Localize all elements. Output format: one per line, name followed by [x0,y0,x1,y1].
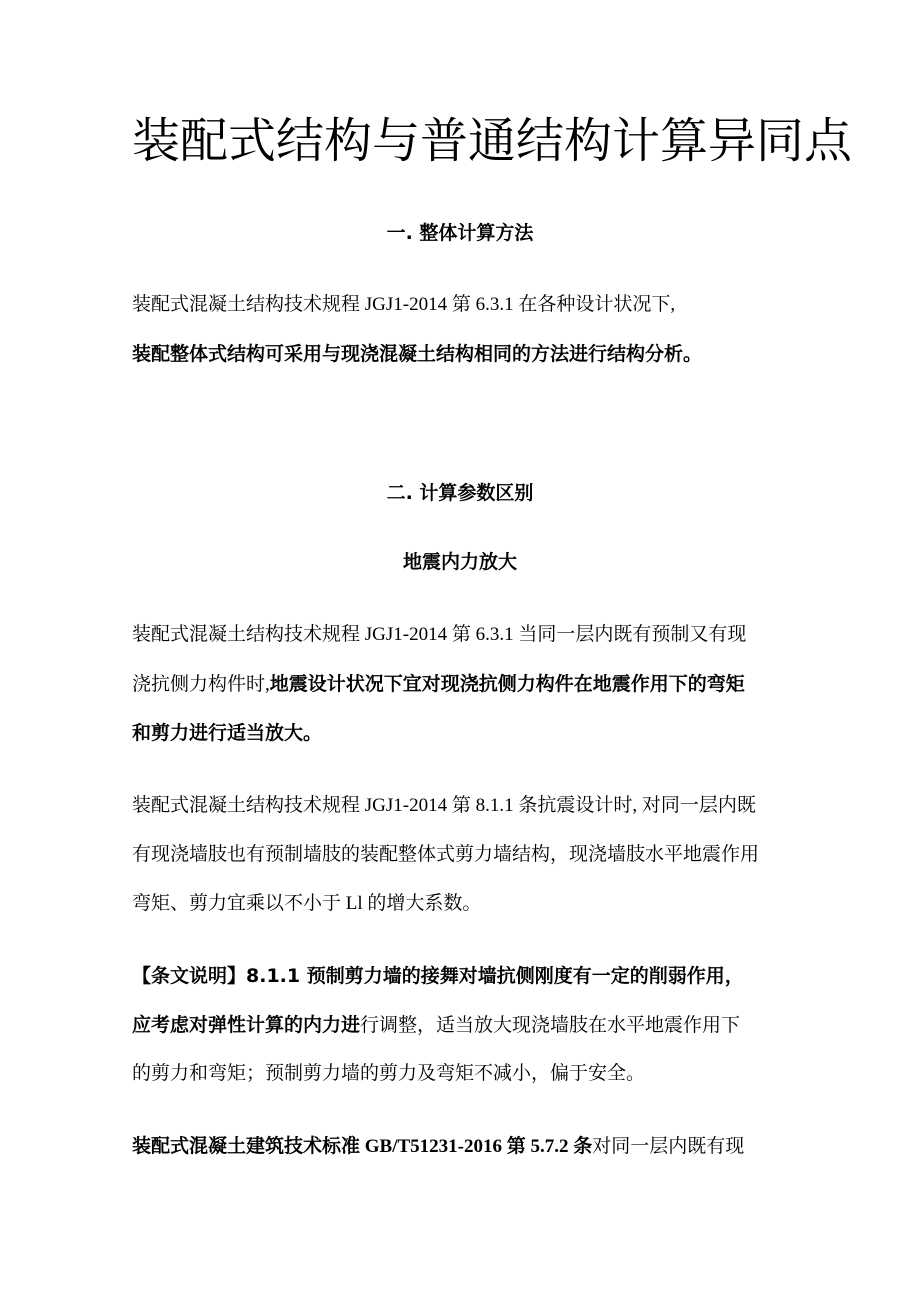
paragraph-3-line-3: 弯矩、剪力宜乘以不小于 Ll 的增大系数。 [132,893,482,914]
paragraph-2-line-2-bold: 地震设计状况下宜对现浇抗侧力构件在地震作用下的弯矩 [269,673,745,695]
paragraph-4-line-2-bold: 应考虑对弹性计算的内力进 [132,1014,361,1036]
paragraph-4-line-2 [132,1011,740,1040]
paragraph-5-line-1-normal: 对同一层内既有现 [592,1136,745,1157]
subheading-seismic-force-amplification: 地震内力放大 [402,551,517,573]
paragraph-4-line-1 [132,962,744,990]
paragraph-3-line-1: 装配式混凝土结构技术规程 JGJ1-2014 第 8.1.1 条抗震设计时, 对同一层内既 [132,795,756,816]
standard-code: GB/T51231-2016 [360,1136,507,1157]
section-heading-overall-calculation: 一. 整体计算方法 [386,222,534,244]
section-heading-parameter-differences: 二. 计算参数区别 [386,482,534,504]
paragraph-5-line-1 [132,1132,744,1161]
paragraph-2-line-1: 装配式混凝土结构技术规程 JGJ1-2014 第 6.3.1 当同一层内既有预制又有现 [132,624,747,645]
clause-note-number: 8.1.1 [246,965,301,987]
standard-article-prefix: 第 [506,1135,526,1157]
standard-article-suffix: 条 [573,1135,593,1157]
paragraph-3-line-2: 有现浇墙肢也有预制墙肢的装配整体式剪力墙结构，现浇墙肢水平地震作用 [132,844,760,865]
paragraph-2-line-2 [132,670,745,699]
paragraph-4-line-2-normal: 行调整，适当放大现浇墙肢在水平地震作用下 [360,1015,741,1036]
paragraph-2-line-3: 和剪力进行适当放大。 [132,722,323,744]
standard-name: 装配式混凝土建筑技术标准 [132,1135,361,1157]
paragraph-2-line-2-normal: 浇抗侧力构件时, [132,674,270,695]
clause-note-text: 预制剪力墙的接舞对墙抗侧刚度有一定的削弱作用， [300,965,744,987]
clause-note-bracket: 【条文说明】 [132,965,247,987]
paragraph-4-line-3: 的剪力和弯矩；预制剪力墙的剪力及弯矩不减小，偏于安全。 [132,1063,646,1084]
paragraph-1-line-2: 装配整体式结构可采用与现浇混凝土结构相同的方法进行结构分析。 [132,343,703,365]
page-title: 装配式结构与普通结构计算异同点 [132,115,853,168]
paragraph-1-line-1: 装配式混凝土结构技术规程 JGJ1-2014 第 6.3.1 在各种设计状况下, [132,294,676,315]
standard-article-number: 5.7.2 [525,1136,574,1157]
